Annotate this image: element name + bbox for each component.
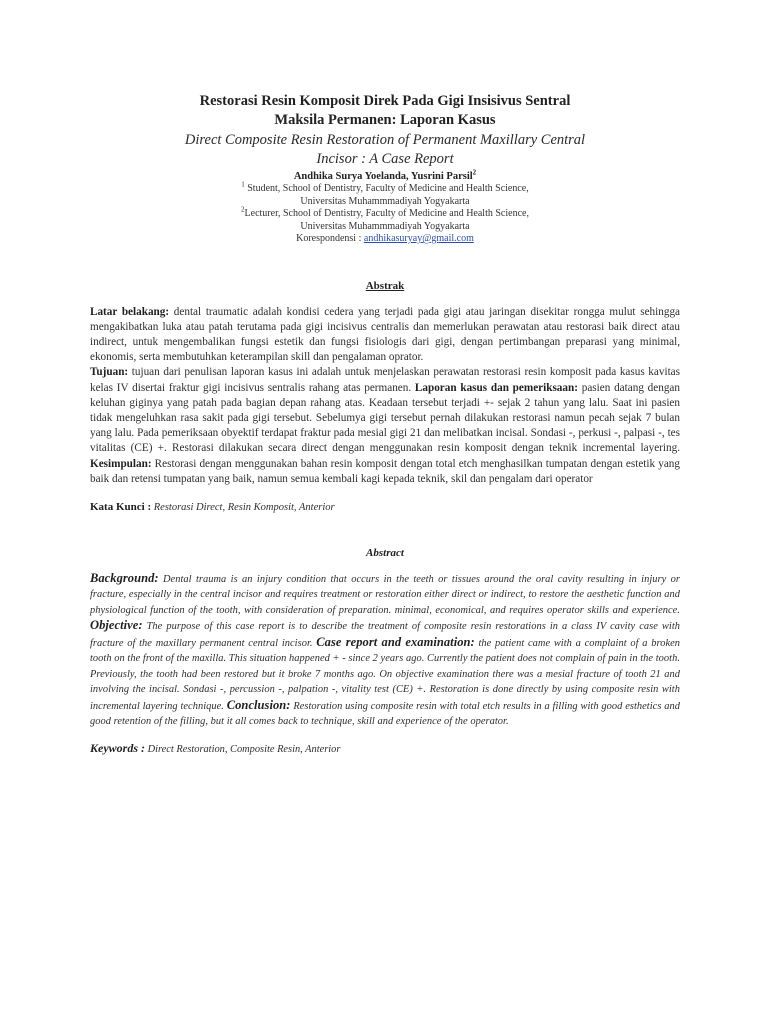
affiliation-1-line1 <box>90 180 680 196</box>
kata-kunci-text: Restorasi Direct, Resin Komposit, Anterior <box>151 501 335 513</box>
affiliations <box>90 180 680 246</box>
affiliation-2-text: Lecturer, School of Dentistry, Faculty of Medicine and Health Science, <box>244 208 529 219</box>
correspondence-label: Korespondensi : <box>296 233 364 244</box>
keywords-label: Keywords : <box>90 740 145 755</box>
correspondence <box>90 233 680 246</box>
affiliation-2-sup: 2 <box>241 205 245 214</box>
kesimpulan-label: Kesimpulan: <box>90 457 152 470</box>
abstract-body <box>90 571 680 730</box>
background-label: Background: <box>90 570 159 585</box>
title-english <box>90 131 680 169</box>
paper-page <box>90 92 680 756</box>
conclusion-label: Conclusion: <box>226 697 291 712</box>
title-block <box>90 92 680 246</box>
abstract-heading: Abstract <box>366 546 404 559</box>
background-text: Dental trauma is an injury condition that occurs in the teeth or tissues around the oral cavity resulting in injury or fracture, especially in the central incisor and requires treatment or restoration either direct or indirect, to restore the aesthetic function and physiological function of the tooth, with consideration of preparation. minimal, economical, and requires operator skills and experience. <box>90 573 680 616</box>
affiliation-1-sup: 1 <box>241 180 245 189</box>
affiliation-1-line2: Universitas Muhammmadiyah Yogyakarta <box>300 195 470 207</box>
kata-kunci <box>90 501 680 513</box>
affiliation-2-line2: Universitas Muhammmadiyah Yogyakarta <box>300 220 470 232</box>
abstrak-body <box>90 305 680 487</box>
latar-label: Latar belakang: <box>90 305 170 318</box>
title-id-line1: Restorasi Resin Komposit Direk Pada Gigi Insisivus Sentral <box>199 93 571 109</box>
kesimpulan-text: Restorasi dengan menggunakan bahan resin komposit dengan total etch menghasilkan tumpatan dengan estetik yang baik dan retensi tumpatan yang baik, namun semua kembali kagi kepada teknik, skil dan pengalam dari operator <box>90 457 680 485</box>
objective-label: Objective: <box>90 618 143 633</box>
title-indonesian <box>90 92 680 130</box>
laporan-text: pasien datang dengan keluhan giginya yang patah pada bagian depan rahang atas. Keadaan tersebut terjadi +- sejak 2 tahun yang lalu. Saat ini pasien tidak mengeluhkan rasa sakit pada gigi tersebut. Sebelumya gigi tersebut pernah dilakukan restorasi namun pecah sejak 7 bulan yang lalu. Pada pemeriksaan obyektif terdapat fraktur pada mesial gigi 21 dan melibatkan incisal. Sondasi -, perkusi -, palpasi -, tes vitalitas (CE) +. Restorasi dilakukan secara direct dengan menggunakan resin komposit dengan teknik incremental layering. <box>90 381 680 455</box>
laporan-label: Laporan kasus dan pemeriksaan: <box>414 381 578 394</box>
authors <box>90 170 680 183</box>
conclusion-text: Restoration using composite resin with total etch results in a filling with good esthetics and good retention of the filling, but it all comes back to technique, skill and experience of the operator. <box>90 700 680 728</box>
keywords-text: Direct Restoration, Composite Resin, Anterior <box>145 743 341 755</box>
case-label: Case report and examination: <box>316 634 475 649</box>
latar-text: dental traumatic adalah kondisi cedera yang terjadi pada gigi atau jaringan disekitar rongga mulut sehingga mengakibatkan luka atau patah terutama pada gigi incisivus centralis dan memerlukan perawatan atau restorasi baik direct atau indirect, untuk mengembalikan fungsi estetik dan fungsi fisiologis dari gigi, dengan pertimbangan preparasi yang minimal, ekonomis, serta membutuhkan keterampilan skill dan pengalaman oprator. <box>90 305 681 364</box>
kata-kunci-label: Kata Kunci : <box>90 500 152 513</box>
title-id-line2: Maksila Permanen: Laporan Kasus <box>274 112 496 128</box>
author-sup: 2 <box>472 168 477 177</box>
tujuan-text: tujuan dari penulisan laporan kasus ini adalah untuk menjelaskan perawatan restorasi resin komposit pada kasus kavitas kelas IV disertai fraktur gigi incisivus sentralis rahang atas permanen. <box>90 366 680 394</box>
email-link[interactable]: andhikasuryay@gmail.com <box>363 233 474 244</box>
objective-text: The purpose of this case report is to describe the treatment of composite resin restorations in a class IV cavity case with fracture of the maxillary permanent central incisor. <box>90 621 680 649</box>
affiliation-2-line1 <box>90 205 680 221</box>
case-text: the patient came with a complaint of a broken tooth on the front of the maxilla. This situation happened + - since 2 years ago. Currently the patient does not complain of pain in the tooth. Previously, the tooth had been restored but it broke 7 months ago. On objective examination there was a mesial fracture of tooth 21 and involving the incisal. Sondasi -, percussion -, palpation -, vitality test (CE) +. Restoration is done directly by using composite resin with incremental layering technique. <box>90 637 681 712</box>
author-names: Andhika Surya Yoelanda, Yusrini Parsil <box>293 171 473 182</box>
title-en-line1: Direct Composite Resin Restoration of Permanent Maxillary Central <box>184 132 586 148</box>
affiliation-1-text: Student, School of Dentistry, Faculty of Medicine and Health Science, <box>244 183 529 194</box>
keywords <box>90 741 680 756</box>
tujuan-label: Tujuan: <box>90 366 129 379</box>
title-en-line2: Incisor : A Case Report <box>316 151 454 167</box>
abstrak-heading: Abstrak <box>365 279 405 292</box>
